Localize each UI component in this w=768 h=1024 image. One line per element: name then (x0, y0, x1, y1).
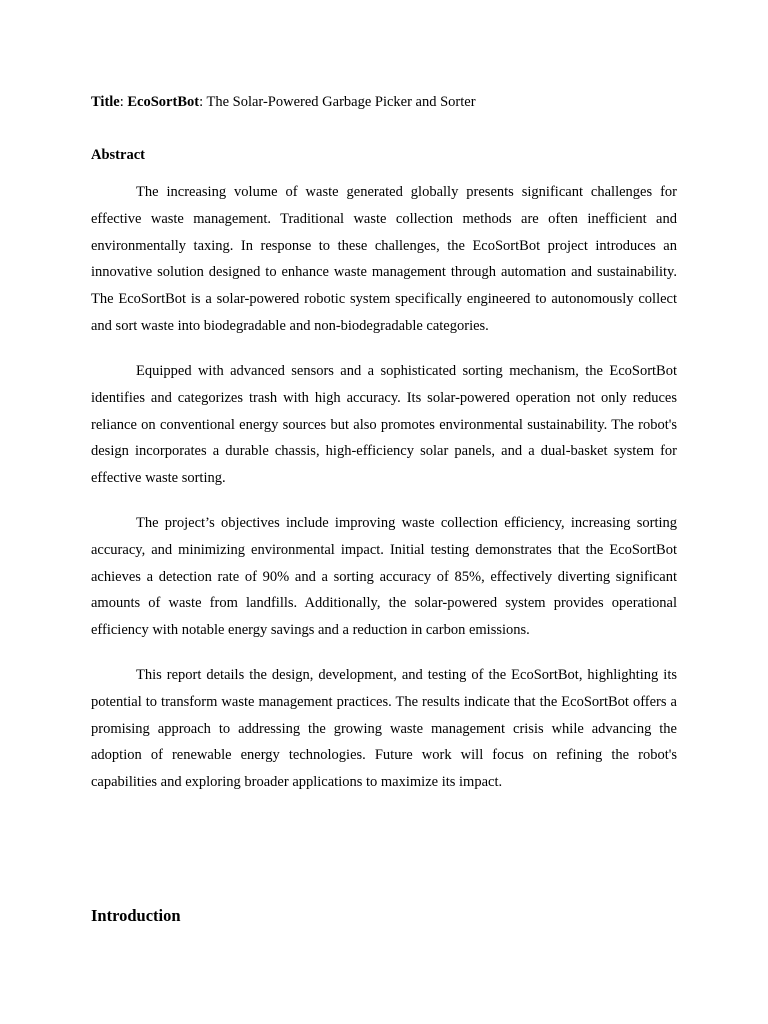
project-name: EcoSortBot (127, 94, 200, 110)
abstract-paragraph: Equipped with advanced sensors and a sophisticated sorting mechanism, the EcoSortBot identifies and categorizes trash with high accuracy. Its solar-powered operation not only reduces reliance on conventional energy sources but also promotes environmental sustainability. The robot's design incorporates a durable chassis, high-efficiency solar panels, and a dual-basket system for effective waste sorting. (91, 363, 677, 487)
abstract-paragraph: The project’s objectives include improving waste collection efficiency, increasing sorting accuracy, and minimizing environmental impact. Initial testing demonstrates that the EcoSortBot achieves a detection rate of 90% and a sorting accuracy of 85%, effectively diverting significant amounts of waste from landfills. Additionally, the solar-powered system provides operational efficiency with notable energy savings and a reduction in carbon emissions. (91, 515, 677, 639)
title-separator: : (119, 94, 128, 110)
abstract-heading: Abstract (91, 147, 145, 163)
title-separator: : (199, 94, 207, 110)
abstract-paragraph: The increasing volume of waste generated globally presents significant challenges for effective waste management. Traditional waste collection methods are often inefficient and environmentally taxing. In response to these challenges, the EcoSortBot project introduces an innovative solution designed to enhance waste management through automation and sustainability. The EcoSortBot is a solar-powered robotic system specifically engineered to autonomously collect and sort waste into biodegradable and non-biodegradable categories. (91, 184, 677, 334)
title-label: Title (91, 94, 120, 110)
introduction-heading: Introduction (91, 906, 181, 925)
title-subtitle: The Solar-Powered Garbage Picker and Sorter (206, 94, 476, 110)
abstract-paragraph: This report details the design, development, and testing of the EcoSortBot, highlighting its potential to transform waste management practices. The results indicate that the EcoSortBot offers a promising approach to addressing the growing waste management crisis while advancing the adoption of renewable energy technologies. Future work will focus on refining the robot's capabilities and exploring broader applications to maximize its impact. (91, 667, 677, 791)
document-title (91, 93, 691, 112)
